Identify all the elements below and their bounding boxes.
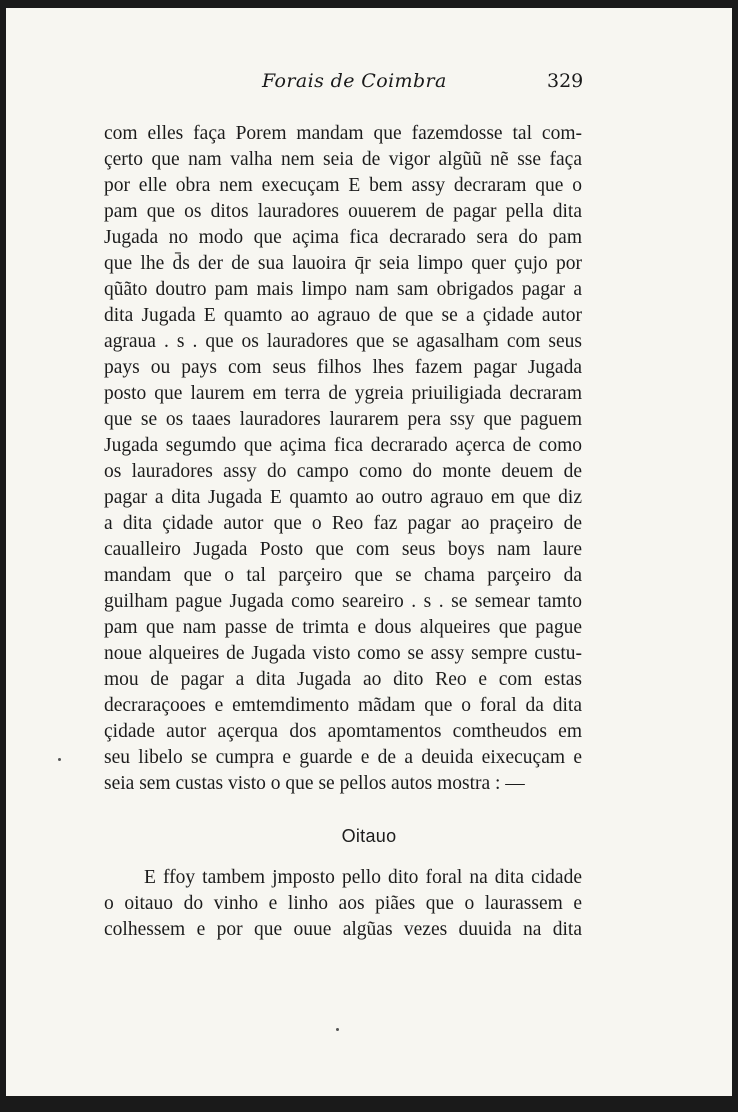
text-line: com elles faça Porem mandam que fazemdosse tal com- — [104, 123, 582, 144]
text-line: posto que laurem em terra de ygreia priuiligiada decraram — [104, 383, 582, 404]
running-title: Forais de Coimbra — [262, 70, 447, 92]
text-line: agraua . s . que os lauradores que se agasalham com seus — [104, 331, 582, 352]
text-line: o oitauo do vinho e linho aos piães que o laurassem e — [104, 893, 582, 914]
text-line: que se os taaes lauradores laurarem pera ssy que paguem — [104, 409, 582, 430]
text-line: caualleiro Jugada Posto que com seus boys nam laure — [104, 539, 582, 560]
text-line: mou de pagar a dita Jugada ao dito Reo e com estas — [104, 669, 582, 690]
text-line: os lauradores assy do campo como do monte deuem de — [104, 461, 582, 482]
section-heading: Oitauo — [341, 826, 397, 846]
text-line: pays ou pays com seus filhos lhes fazem pagar Jugada — [104, 357, 582, 378]
section-paragraph — [104, 865, 582, 943]
text-line: E ffoy tambem jmposto pello dito foral na dita cidade — [144, 867, 582, 888]
text-line: pam que nam passe de trimta e dous alqueires que pague — [104, 617, 582, 638]
text-line: Jugada no modo que açima fica decrarado sera do pam — [104, 227, 582, 248]
text-line: seu libelo se cumpra e guarde e de a deuida eixecuçam e — [104, 747, 582, 768]
text-line: dita Jugada E quamto ao agrauo de que se a çidade autor — [104, 305, 582, 326]
main-paragraph — [104, 121, 582, 797]
page-header — [6, 70, 732, 100]
text-line: qũãto doutro pam mais limpo nam sam obrigados pagar a — [104, 279, 582, 300]
text-line: colhessem e por que ouue algũas vezes duuida na dita — [104, 919, 582, 940]
text-line: por elle obra nem execuçam E bem assy decraram que o — [104, 175, 582, 196]
text-line: çidade autor açerqua dos apomtamentos comtheudos em — [104, 721, 582, 742]
page-number: 329 — [547, 70, 584, 92]
text-line: decraraçooes e emtemdimento mãdam que o foral da dita — [104, 695, 582, 716]
text-line: a dita çidade autor que o Reo faz pagar ao praçeiro de — [104, 513, 582, 534]
text-line: mandam que o tal parçeiro que se chama parçeiro da — [104, 565, 582, 586]
paper-speck — [336, 1028, 339, 1031]
text-line: que lhe d̄s der de sua lauoira q̄r seia limpo quer çujo por — [104, 253, 582, 274]
text-line: pam que os ditos lauradores ouuerem de pagar pella dita — [104, 201, 582, 222]
document-page — [6, 8, 732, 1096]
text-line: çerto que nam valha nem seia de vigor algũũ nẽ sse faça — [104, 149, 582, 170]
text-line: noue alqueires de Jugada visto como se assy sempre custu- — [104, 643, 582, 664]
text-line: pagar a dita Jugada E quamto ao outro agrauo em que diz — [104, 487, 582, 508]
text-line: Jugada segumdo que açima fica decrarado açerca de como — [104, 435, 582, 456]
paper-speck — [58, 758, 61, 761]
text-line: guilham pague Jugada como seareiro . s . se semear tamto — [104, 591, 582, 612]
text-line: seia sem custas visto o que se pellos autos mostra : — — [104, 773, 525, 794]
